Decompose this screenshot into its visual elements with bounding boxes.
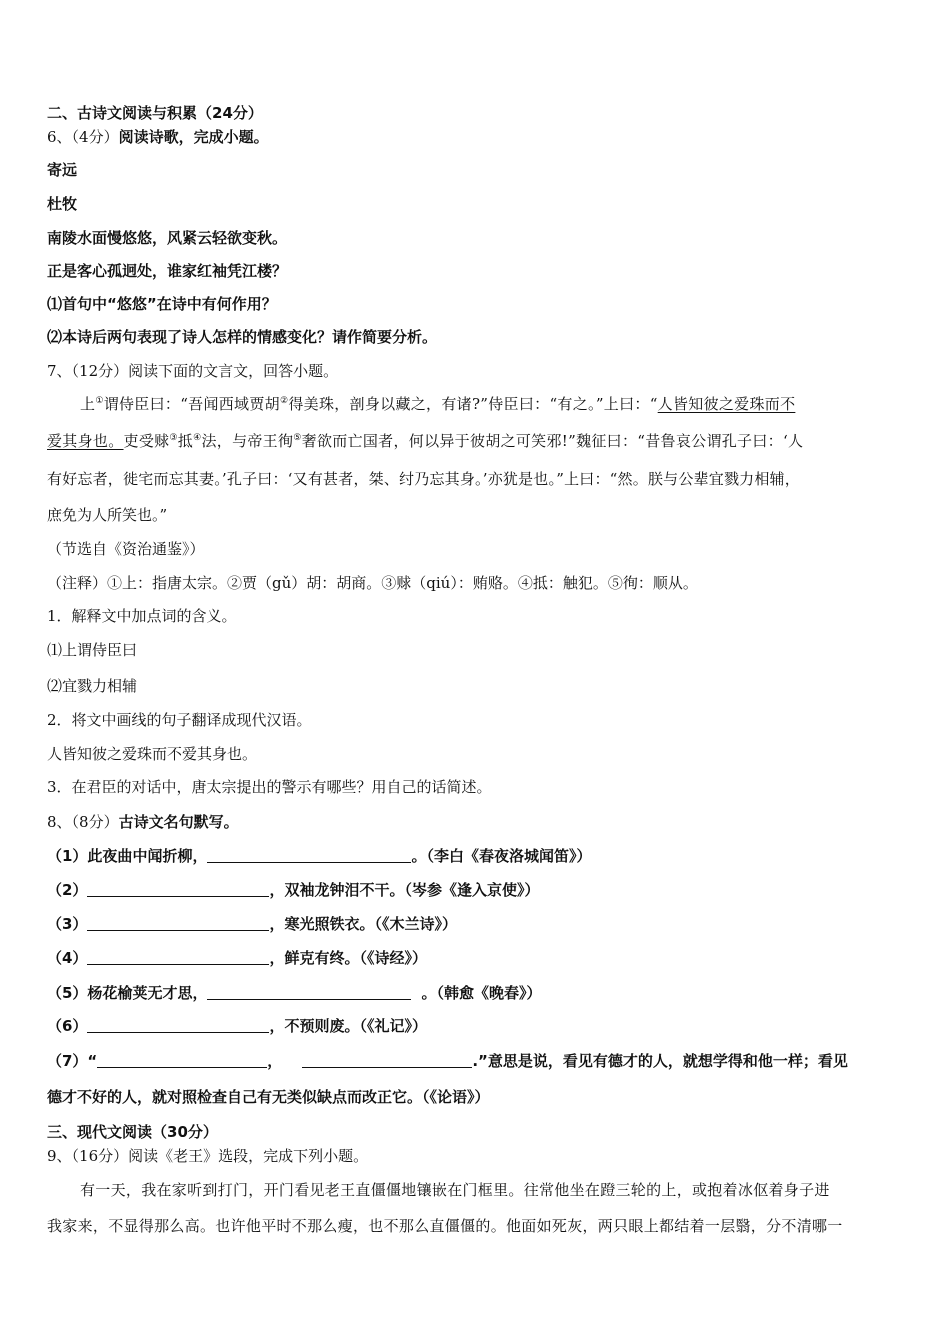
q7-sub-question-1b: ⑵宜戮力相辅 — [47, 677, 138, 695]
underlined-sentence: 爱其身也。 — [47, 432, 124, 450]
dictation-item-4 — [47, 948, 427, 968]
passage-line-4: 庶免为人所笑也。” — [47, 506, 168, 524]
dictation-text: ，寒光照铁衣。（《木兰诗》） — [269, 915, 457, 933]
q8-instruction: 古诗文名句默写。 — [118, 813, 239, 831]
dictation-item-3 — [47, 914, 457, 934]
dictation-text: ，不预则废。（《礼记》） — [269, 1017, 427, 1035]
question-7-header: 7、（12分）阅读下面的文言文，回答小题。 — [47, 362, 339, 380]
passage-text: 吏受赇 — [123, 432, 170, 450]
dictation-item-2 — [47, 880, 539, 900]
answer-blank[interactable] — [87, 1018, 269, 1033]
dictation-item-1 — [47, 846, 591, 866]
q7-sub-question-1: 1．解释文中加点词的含义。 — [47, 607, 237, 625]
question-9-header: 9、（16分）阅读《老王》选段，完成下列小题。 — [47, 1147, 369, 1165]
q6-sub-question-2: ⑵本诗后两句表现了诗人怎样的情感变化？请作简要分析。 — [47, 328, 438, 346]
dictation-text: 。（韩愈《晚春》） — [421, 984, 542, 1002]
q8-points: 8、（8分） — [47, 813, 119, 831]
passage-line-2: 我家来，不显得那么高。也许他平时不那么瘦，也不那么直僵僵的。他面如死灰，两只眼上都结着一层翳，分不清哪一 — [47, 1217, 843, 1235]
footnote-marker: ② — [279, 396, 289, 406]
passage-line-3: 有好忘者，徙宅而忘其妻。’孔子曰：‘又有甚者，桀、纣乃忘其身。’亦犹是也。”上曰：“然。朕与公辈宜戮力相辅， — [47, 470, 800, 488]
passage-line-1 — [80, 394, 795, 414]
dictation-text: （1）此夜曲中闻折柳， — [47, 847, 208, 865]
passage-text: 得美珠，剖身以藏之，有诸?”侍臣曰：“有之。”上曰：“ — [288, 395, 658, 413]
q7-translate-sentence: 人皆知彼之爱珠而不爱其身也。 — [47, 745, 258, 763]
dictation-text: （6） — [47, 1017, 88, 1035]
q6-points: 6、（4分） — [47, 128, 119, 146]
poem-author: 杜牧 — [47, 195, 78, 213]
answer-blank[interactable] — [87, 882, 269, 897]
section-title: 二、古诗文阅读与积累（24分） — [47, 104, 263, 122]
footnote-marker: ① — [95, 396, 104, 406]
footnote-marker: ④ — [193, 433, 202, 443]
passage-text: 上 — [80, 395, 96, 413]
dictation-text: （7）“ — [47, 1052, 98, 1070]
q7-sub-question-1a: ⑴上谓侍臣曰 — [47, 641, 138, 659]
dictation-item-7-continued: 德才不好的人，就对照检查自己有无类似缺点而改正它。（《论语》） — [47, 1088, 490, 1106]
dictation-text: （5）杨花榆荚无才思， — [47, 984, 208, 1002]
answer-blank[interactable] — [207, 985, 411, 1000]
footnote-marker: ③ — [169, 433, 178, 443]
poem-title: 寄远 — [47, 161, 78, 179]
passage-line-2 — [47, 431, 803, 451]
q6-sub-question-1: ⑴首句中“悠悠”在诗中有何作用？ — [47, 295, 277, 313]
poem-line-1: 南陵水面慢悠悠，风紧云轻欲变秋。 — [47, 229, 288, 247]
passage-text: 抵 — [177, 432, 194, 450]
dictation-text: （2） — [47, 881, 88, 899]
answer-blank[interactable] — [87, 950, 269, 965]
underlined-sentence: 人皆知彼之爱珠而不 — [657, 395, 796, 413]
section-title: 三、现代文阅读（30分） — [47, 1123, 218, 1141]
dictation-text: ， — [267, 1052, 283, 1070]
answer-blank[interactable] — [97, 1053, 267, 1068]
dictation-text: （3） — [47, 915, 88, 933]
passage-text: 法，与帝王徇 — [201, 432, 294, 450]
question-8-header — [47, 812, 239, 832]
passage-text: 奢欲而亡国者，何以异于彼胡之可笑邪!”魏征曰：“昔鲁哀公谓孔子曰：‘人 — [301, 432, 804, 450]
passage-text: 谓侍臣曰：“吾闻西域贾胡 — [103, 395, 280, 413]
answer-blank[interactable] — [87, 916, 269, 931]
dictation-text: 。（李白《春夜洛城闻笛》） — [411, 847, 592, 865]
question-6-header — [47, 127, 269, 147]
q7-sub-question-3: 3．在君臣的对话中，唐太宗提出的警示有哪些？用自己的话简述。 — [47, 778, 492, 796]
dictation-item-5 — [47, 983, 541, 1003]
dictation-text: ，鲜克有终。（《诗经》） — [269, 949, 427, 967]
passage-line-1: 有一天，我在家听到打门，开门看见老王直僵僵地镶嵌在门框里。往常他坐在蹬三轮的上，或抱着冰伛着身子进 — [80, 1181, 830, 1199]
passage-source: （节选自《资治通鉴》） — [47, 540, 205, 558]
dictation-text: .”意思是说，看见有德才的人，就想学得和他一样；看见 — [472, 1052, 848, 1070]
passage-notes: （注释）①上：指唐太宗。②贾（gǔ）胡：胡商。③赇（qiú）：贿赂。④抵：触犯。⑤徇：顺从。 — [47, 574, 698, 592]
answer-blank[interactable] — [302, 1053, 472, 1068]
q7-sub-question-2: 2．将文中画线的句子翻译成现代汉语。 — [47, 711, 312, 729]
answer-blank[interactable] — [207, 848, 411, 863]
footnote-marker: ⑤ — [293, 433, 302, 443]
dictation-item-7 — [47, 1051, 848, 1071]
q6-instruction: 阅读诗歌，完成小题。 — [118, 128, 269, 146]
dictation-text: （4） — [47, 949, 88, 967]
dictation-text: ，双袖龙钟泪不干。（岑参《逢入京使》） — [269, 881, 540, 899]
poem-line-2: 正是客心孤迥处，谁家红袖凭江楼？ — [47, 262, 288, 280]
dictation-item-6 — [47, 1016, 427, 1036]
